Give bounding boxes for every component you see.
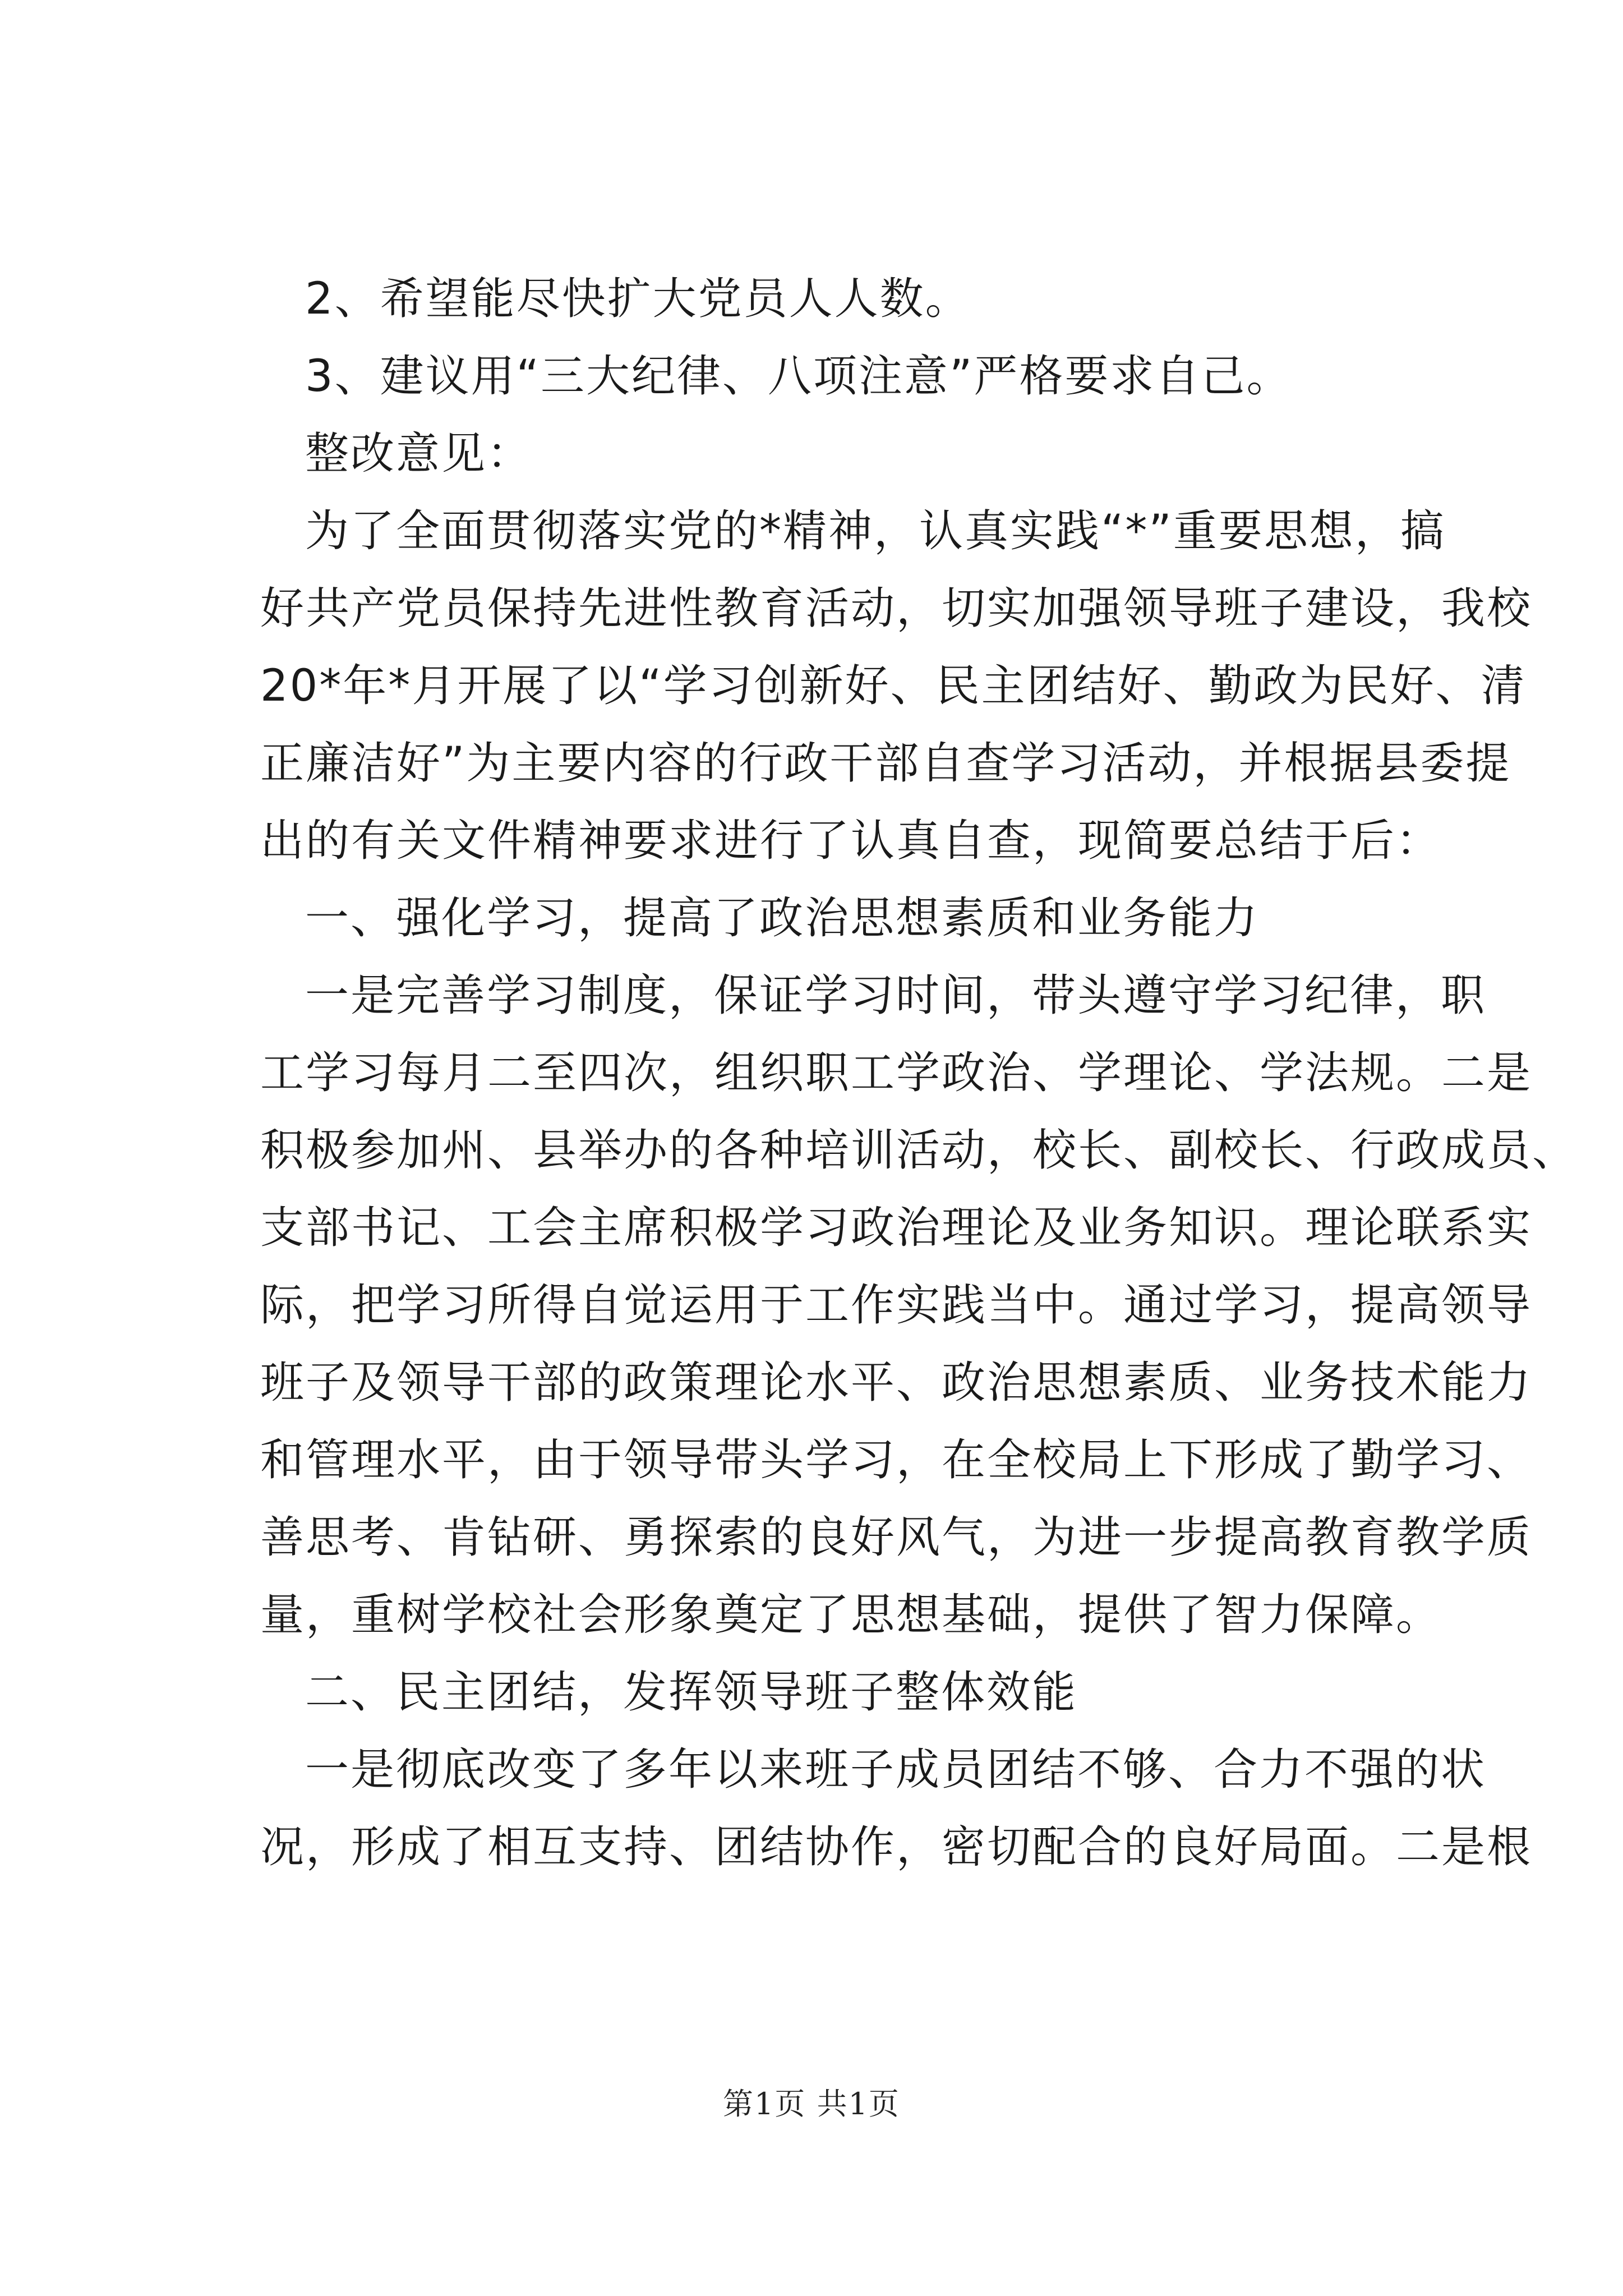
page-footer xyxy=(0,2085,1623,2124)
paragraph-line: 善思考、肯钻研、勇探索的良好风气，为进一步提高教育教学质 xyxy=(260,1512,1533,1563)
paragraph-line: 支部书记、工会主席积极学习政治理论及业务知识。理论联系实 xyxy=(260,1203,1533,1253)
paragraph-line: 一是彻底改变了多年以来班子成员团结不够、合力不强的状 xyxy=(305,1745,1487,1795)
paragraph-line: 为了全面贯彻落实党的*精神，认真实践“*”重要思想，搞 xyxy=(305,506,1446,556)
paragraph-line: 积极参加州、县举办的各种培训活动，校长、副校长、行政成员、 xyxy=(260,1125,1578,1176)
paragraph-line: 好共产党员保持先进性教育活动，切实加强领导班子建设，我校 xyxy=(260,583,1533,634)
paragraph-line: 和管理水平，由于领导带头学习，在全校局上下形成了勤学习、 xyxy=(260,1435,1533,1485)
paragraph-line: 一是完善学习制度，保证学习时间，带头遵守学习纪律，职 xyxy=(305,970,1487,1021)
paragraph-line: 班子及领导干部的政策理论水平、政治思想素质、业务技术能力 xyxy=(260,1358,1533,1408)
paragraph-line: 20*年*月开展了以“学习创新好、民主团结好、勤政为民好、清 xyxy=(260,661,1527,711)
paragraph-line: 正廉洁好”为主要内容的行政干部自查学习活动，并根据县委提 xyxy=(260,738,1511,789)
page-number-text: 第1页 共1页 xyxy=(723,2086,900,2122)
section-heading-study: 一、强化学习，提高了政治思想素质和业务能力 xyxy=(305,893,1260,944)
text-line-item-2: 2、希望能尽快扩大党员人人数。 xyxy=(305,274,971,324)
paragraph-line: 出的有关文件精神要求进行了认真自查，现简要总结于后： xyxy=(260,816,1442,866)
section-heading-rectification: 整改意见： xyxy=(305,429,533,479)
paragraph-line: 际，把学习所得自觉运用于工作实践当中。通过学习，提高领导 xyxy=(260,1280,1533,1331)
document-body xyxy=(260,260,1578,1886)
section-heading-unity: 二、民主团结，发挥领导班子整体效能 xyxy=(305,1667,1078,1718)
text-line-item-3: 3、建议用“三大纪律、八项注意”严格要求自己。 xyxy=(305,351,1292,402)
paragraph-line: 况，形成了相互支持、团结协作，密切配合的良好局面。二是根 xyxy=(260,1822,1533,1872)
paragraph-line: 工学习每月二至四次，组织职工学政治、学理论、学法规。二是 xyxy=(260,1048,1533,1098)
paragraph-line: 量，重树学校社会形象奠定了思想基础，提供了智力保障。 xyxy=(260,1590,1442,1640)
